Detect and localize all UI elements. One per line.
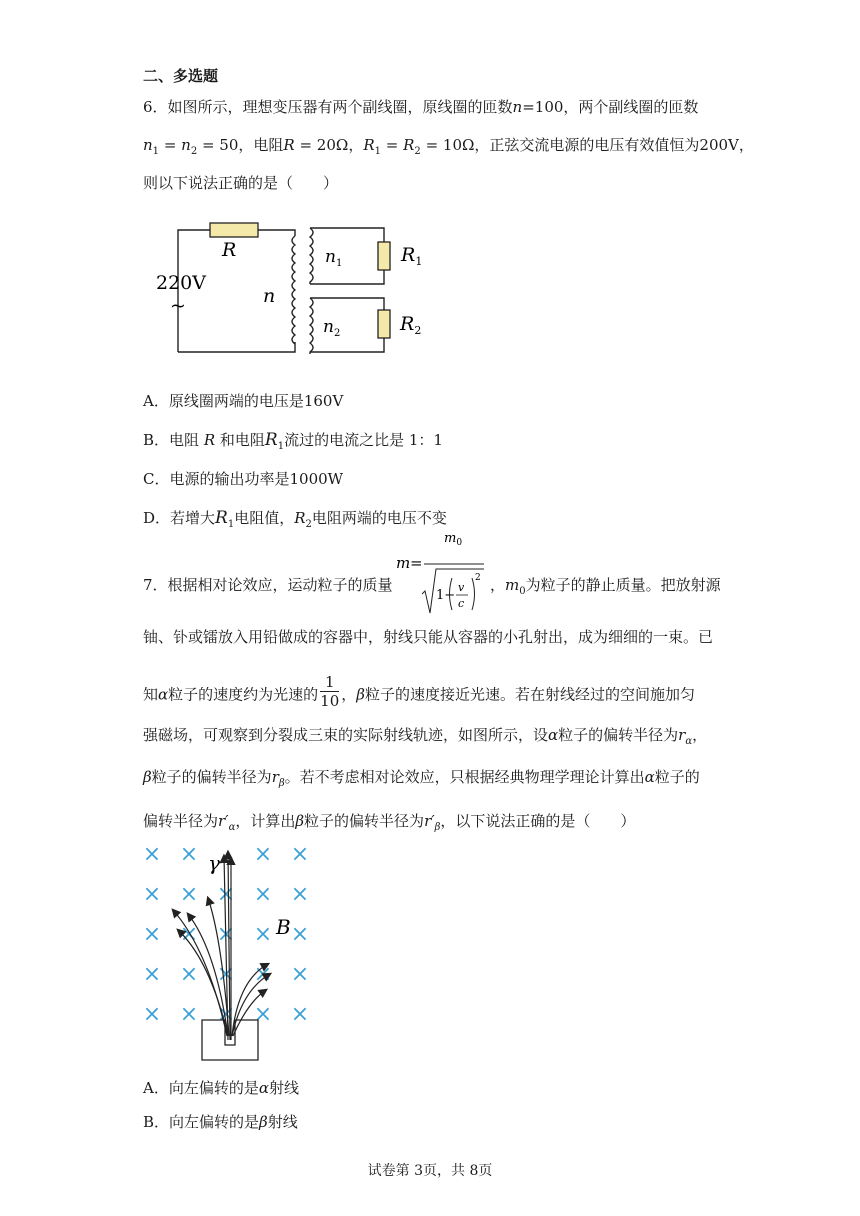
q7-line-1a: 7．根据相对论效应，运动粒子的质量 [143,576,393,594]
field-cross-icon: × [142,842,162,867]
q7-option-b[interactable]: B．向左偏转的是β射线 [143,1113,298,1131]
q7-line-5: β粒子的偏转半径为$r_\beta$。若不考虑相对论效应，只根据经典物理学理论计算出α粒子的 [143,768,700,789]
field-cross-icon: × [179,842,199,867]
q7-line-6: 偏转半径为$r'_\alpha$，计算出β粒子的偏转半径为$r'_\beta$，以下说法正确的是（ ） [143,812,636,833]
label-ac-symbol: ~ [170,295,186,317]
q7-line-1b: ，$m_0$为粒子的静止质量。把放射源 [490,576,721,597]
field-cross-icon: × [179,962,199,987]
label-gamma: γ [208,851,220,875]
label-R: R [222,239,237,261]
field-cross-icon: × [216,1002,236,1027]
field-cross-icon: × [142,1002,162,1027]
field-cross-icon: × [253,882,273,907]
q6-line-2: $n_1 = n_2 = 50$，电阻R = 20Ω，$R_1 = R_2 = 10\Omega$，正弦交流电源的电压有效值恒为200V， [143,136,754,157]
resistor-R [210,223,258,237]
field-cross-icon: × [253,842,273,867]
field-cross-icon: × [253,962,273,987]
field-cross-icon: × [179,882,199,907]
field-cross-icon: × [179,1002,199,1027]
svg-text:m0: $m_0$ [444,531,463,548]
q6-option-b[interactable]: B．电阻 R 和电阻$R_1$流过的电流之比是 1：1 [143,430,443,452]
q7-line-4: 强磁场，可观察到分裂成三束的实际射线轨迹，如图所示，设α粒子的偏转半径为$r_\alpha$， [143,726,708,747]
field-cross-icon: × [142,922,162,947]
label-R2: $R_2$ [400,313,422,337]
q7-option-a[interactable]: A．向左偏转的是α射线 [143,1079,299,1097]
svg-text:=: = [410,554,423,572]
svg-text:1−: 1− [436,588,456,603]
label-source-voltage: 220V [156,272,206,294]
field-cross-icon: × [290,882,310,907]
field-cross-icon: × [290,962,310,987]
q7-line-2: 铀、钋或镭放入用铅做成的容器中，射线只能从容器的小孔射出，成为细细的一束。已 [143,628,714,646]
label-R1: $R_1$ [401,244,423,268]
field-cross-icon: × [290,1002,310,1027]
q7-line-3: 知α粒子的速度约为光速的 $\frac{1}{10}$ ，β粒子的速度接近光速。若在射线经过的空间施加匀 [143,673,695,710]
field-cross-icon: × [142,882,162,907]
field-cross-icon: × [253,922,273,947]
page-footer: 试卷第 3页，共 8页 [367,1163,493,1179]
label-n2: $n_2$ [323,317,341,339]
resistor-R2 [378,310,390,338]
magnetic-field-radiation-diagram [138,840,318,1062]
transformer-circuit-diagram [150,212,430,362]
field-cross-icon: × [179,922,199,947]
field-cross-icon: × [216,882,236,907]
q6-line-1: 6．如图所示，理想变压器有两个副线圈，原线圈的匝数n=100，两个副线圈的匝数 [143,98,699,116]
field-cross-icon: × [290,842,310,867]
label-n: n [263,285,276,307]
field-cross-icon: × [216,962,236,987]
field-cross-icon: × [216,922,236,947]
q6-line-3: 则以下说法正确的是（ ） [143,174,339,192]
resistor-R1 [378,242,390,270]
relativistic-mass-formula [396,526,488,618]
svg-text:c: c [458,597,465,610]
svg-text:v: v [458,581,465,594]
field-cross-icon: × [142,962,162,987]
q6-option-a[interactable]: A．原线圈两端的电压是160V [143,392,344,410]
field-cross-icon: × [253,1002,273,1027]
field-cross-icon: × [290,922,310,947]
svg-text:2: 2 [475,573,481,583]
label-n1: $n_1$ [325,247,343,269]
q6-option-c[interactable]: C．电源的输出功率是1000W [143,470,344,488]
svg-text:m: m [396,554,411,572]
q6-option-d[interactable]: D．若增大$R_1$电阻值，$R_2$电阻两端的电压不变 [143,508,447,530]
section-title: 二、多选题 [143,67,219,85]
fraction-one-tenth: $\frac{1}{10}$ [320,673,340,710]
label-B: B [276,915,291,939]
